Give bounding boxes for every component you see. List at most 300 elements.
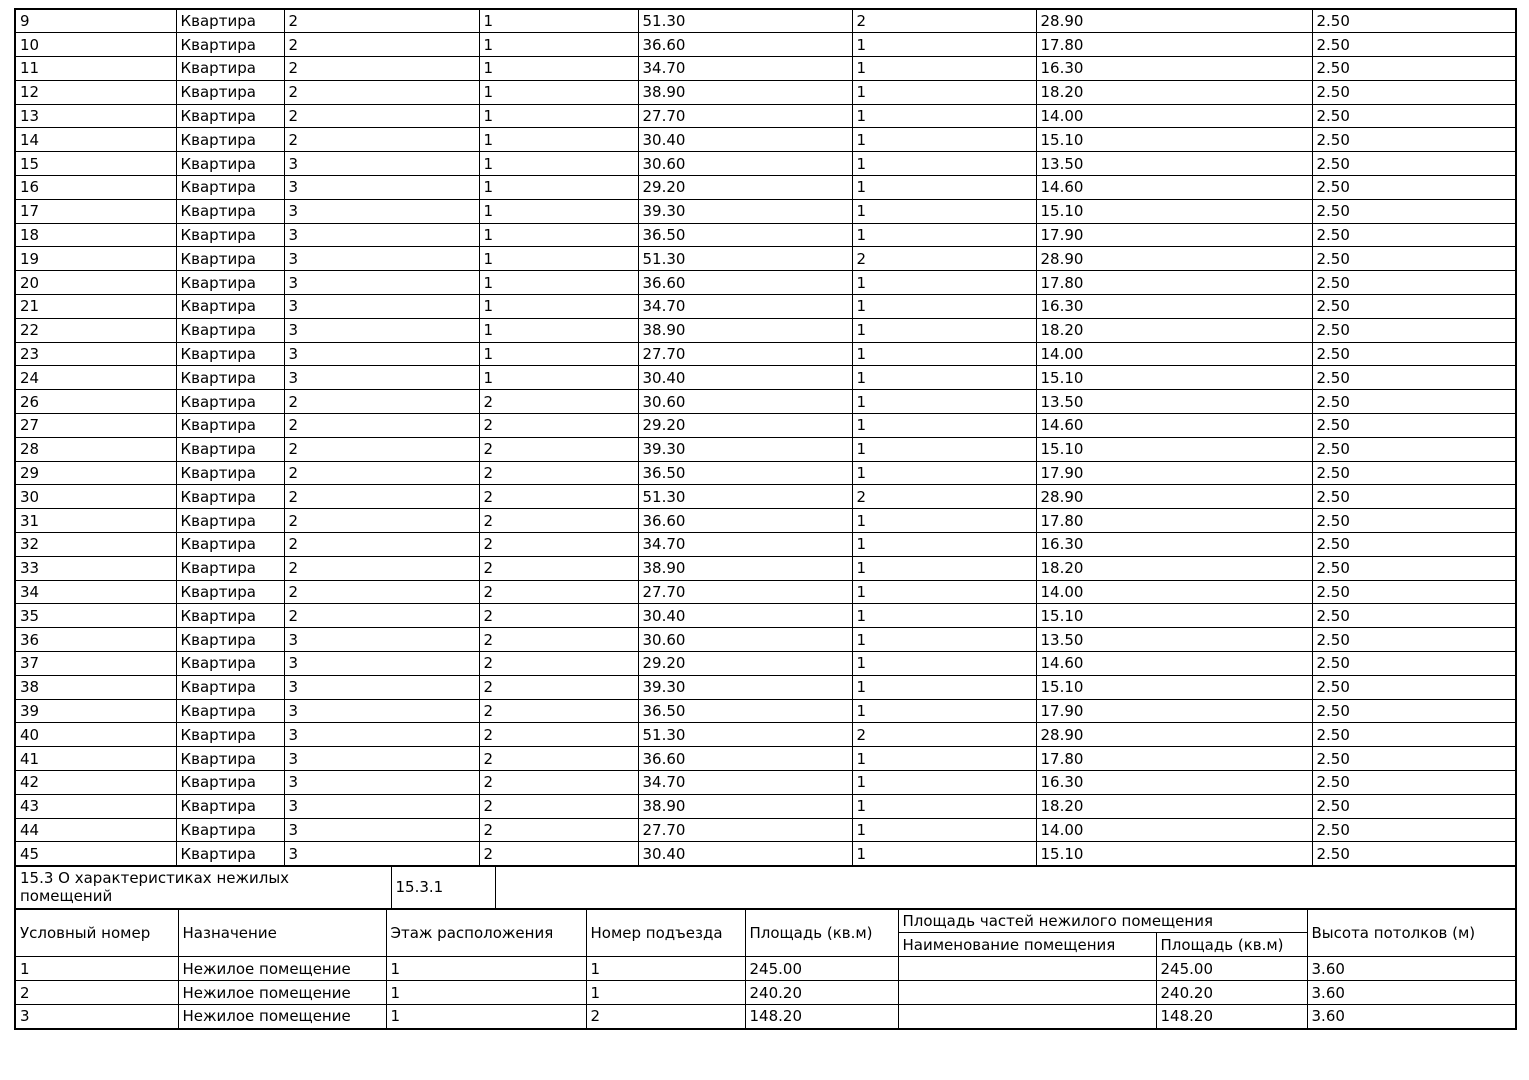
cell-ceiling-height: 2.50 [1312, 652, 1516, 676]
cell-rooms-count: 3 [284, 318, 479, 342]
cell-part-area: 14.00 [1036, 342, 1312, 366]
apartment-row [15, 390, 1516, 414]
cell-total-area: 39.30 [638, 199, 852, 223]
cell-ceiling-height: 2.50 [1312, 509, 1516, 533]
cell-floor-number: 2 [479, 509, 638, 533]
cell-ceiling-height: 2.50 [1312, 128, 1516, 152]
cell-floor-number: 2 [479, 533, 638, 557]
cell-rooms-count: 3 [284, 794, 479, 818]
apartment-row [15, 652, 1516, 676]
apartment-row [15, 461, 1516, 485]
cell-unit-number: 16 [15, 176, 176, 200]
cell-ceiling-height: 3.60 [1307, 981, 1516, 1005]
cell-floor-number: 2 [479, 628, 638, 652]
cell-ceiling-height: 2.50 [1312, 33, 1516, 57]
cell-ceiling-height: 2.50 [1312, 485, 1516, 509]
cell-total-area: 30.40 [638, 128, 852, 152]
cell-floor-number: 2 [479, 818, 638, 842]
cell-unit-number: 11 [15, 57, 176, 81]
cell-floor-number: 2 [479, 556, 638, 580]
cell-ceiling-height: 2.50 [1312, 342, 1516, 366]
section-title: 15.3 О характеристиках нежилых помещений [20, 869, 290, 906]
cell-total-area: 36.60 [638, 509, 852, 533]
cell-unit-number: 28 [15, 437, 176, 461]
cell-ceiling-height: 2.50 [1312, 152, 1516, 176]
cell-unit-number: 10 [15, 33, 176, 57]
cell-total-area: 29.20 [638, 176, 852, 200]
cell-unit-type: Квартира [176, 675, 284, 699]
cell-unit-type: Квартира [176, 580, 284, 604]
cell-floor-number: 1 [479, 247, 638, 271]
cell-part-area: 18.20 [1036, 794, 1312, 818]
cell-part-area: 15.10 [1036, 366, 1312, 390]
header-part-name: Наименование помещения [898, 933, 1156, 957]
apartment-row [15, 509, 1516, 533]
cell-ceiling-height: 2.50 [1312, 414, 1516, 438]
cell-part-area: 28.90 [1036, 723, 1312, 747]
cell-parts-count: 1 [852, 271, 1036, 295]
cell-part-area: 14.60 [1036, 414, 1312, 438]
cell-ceiling-height: 2.50 [1312, 223, 1516, 247]
cell-part-name [898, 981, 1156, 1005]
cell-total-area: 27.70 [638, 818, 852, 842]
cell-part-area: 28.90 [1036, 485, 1312, 509]
cell-unit-number: 45 [15, 842, 176, 866]
cell-rooms-count: 3 [284, 842, 479, 866]
apartment-row [15, 295, 1516, 319]
cell-rooms-count: 2 [284, 128, 479, 152]
cell-part-name [898, 957, 1156, 981]
cell-rooms-count: 3 [284, 247, 479, 271]
cell-total-area: 30.40 [638, 604, 852, 628]
cell-unit-number: 21 [15, 295, 176, 319]
cell-total-area: 38.90 [638, 318, 852, 342]
cell-part-area: 14.00 [1036, 104, 1312, 128]
cell-parts-count: 1 [852, 128, 1036, 152]
apartment-row [15, 747, 1516, 771]
cell-part-area: 14.60 [1036, 176, 1312, 200]
cell-part-area: 16.30 [1036, 533, 1312, 557]
cell-unit-type: Квартира [176, 199, 284, 223]
cell-total-area: 27.70 [638, 104, 852, 128]
cell-part-area: 13.50 [1036, 152, 1312, 176]
cell-rooms-count: 2 [284, 390, 479, 414]
cell-total-area: 36.50 [638, 223, 852, 247]
nonresidential-table-body [15, 957, 1516, 1029]
cell-part-area: 18.20 [1036, 318, 1312, 342]
header-ceiling-height: Высота потолков (м) [1307, 909, 1516, 957]
cell-ceiling-height: 2.50 [1312, 699, 1516, 723]
cell-unit-type: Квартира [176, 80, 284, 104]
cell-unit-number: 29 [15, 461, 176, 485]
cell-unit-number: 20 [15, 271, 176, 295]
cell-ceiling-height: 2.50 [1312, 390, 1516, 414]
cell-floor-number: 2 [479, 747, 638, 771]
cell-parts-count: 1 [852, 628, 1036, 652]
cell-rooms-count: 2 [284, 556, 479, 580]
cell-rooms-count: 3 [284, 176, 479, 200]
cell-unit-type: Квартира [176, 342, 284, 366]
cell-floor-number: 1 [479, 128, 638, 152]
header-purpose: Назначение [178, 909, 386, 957]
cell-part-area: 28.90 [1036, 9, 1312, 33]
cell-ceiling-height: 2.50 [1312, 818, 1516, 842]
cell-ceiling-height: 2.50 [1312, 747, 1516, 771]
cell-total-area: 34.70 [638, 295, 852, 319]
apartment-row [15, 366, 1516, 390]
cell-parts-count: 1 [852, 675, 1036, 699]
cell-ceiling-height: 2.50 [1312, 104, 1516, 128]
cell-total-area: 29.20 [638, 652, 852, 676]
cell-parts-count: 1 [852, 652, 1036, 676]
cell-total-area: 36.60 [638, 33, 852, 57]
cell-unit-type: Квартира [176, 533, 284, 557]
cell-parts-count: 1 [852, 295, 1036, 319]
cell-unit-type: Квартира [176, 723, 284, 747]
cell-rooms-count: 2 [284, 533, 479, 557]
cell-unit-type: Квартира [176, 437, 284, 461]
cell-total-area: 30.60 [638, 390, 852, 414]
cell-floor-number: 2 [479, 604, 638, 628]
cell-floor-number: 2 [479, 390, 638, 414]
cell-part-area: 13.50 [1036, 628, 1312, 652]
cell-rooms-count: 3 [284, 271, 479, 295]
cell-rooms-count: 2 [284, 9, 479, 33]
cell-parts-count: 1 [852, 33, 1036, 57]
cell-unit-number: 14 [15, 128, 176, 152]
cell-unit-number: 35 [15, 604, 176, 628]
cell-part-area: 13.50 [1036, 390, 1312, 414]
apartment-row [15, 723, 1516, 747]
cell-unit-number: 18 [15, 223, 176, 247]
cell-total-area: 30.60 [638, 152, 852, 176]
cell-parts-count: 1 [852, 318, 1036, 342]
apartment-row [15, 437, 1516, 461]
cell-part-area: 16.30 [1036, 295, 1312, 319]
cell-floor-number: 1 [479, 366, 638, 390]
apartment-row [15, 533, 1516, 557]
cell-floor-number: 1 [479, 9, 638, 33]
cell-total-area: 245.00 [745, 957, 898, 981]
cell-parts-count: 1 [852, 366, 1036, 390]
apartment-row [15, 9, 1516, 33]
cell-total-area: 148.20 [745, 1005, 898, 1029]
cell-parts-count: 1 [852, 414, 1036, 438]
cell-unit-number: 23 [15, 342, 176, 366]
cell-total-area: 36.60 [638, 747, 852, 771]
cell-rooms-count: 3 [284, 295, 479, 319]
cell-unit-type: Квартира [176, 176, 284, 200]
cell-parts-count: 2 [852, 723, 1036, 747]
cell-ceiling-height: 2.50 [1312, 57, 1516, 81]
cell-rooms-count: 2 [284, 33, 479, 57]
apartment-row [15, 628, 1516, 652]
cell-parts-count: 1 [852, 556, 1036, 580]
cell-floor-number: 2 [479, 771, 638, 795]
cell-ceiling-height: 2.50 [1312, 80, 1516, 104]
apartment-row [15, 80, 1516, 104]
apartment-row [15, 223, 1516, 247]
cell-part-area: 15.10 [1036, 675, 1312, 699]
apartment-row [15, 556, 1516, 580]
cell-parts-count: 1 [852, 199, 1036, 223]
cell-floor-number: 1 [386, 957, 586, 981]
cell-floor-number: 2 [479, 723, 638, 747]
cell-floor-number: 1 [479, 199, 638, 223]
cell-unit-type: Квартира [176, 794, 284, 818]
cell-unit-type: Квартира [176, 414, 284, 438]
cell-rooms-count: 2 [284, 80, 479, 104]
cell-purpose: Нежилое помещение [178, 1005, 386, 1029]
cell-parts-count: 1 [852, 437, 1036, 461]
cell-part-area: 15.10 [1036, 842, 1312, 866]
cell-unit-type: Квартира [176, 390, 284, 414]
cell-parts-count: 1 [852, 747, 1036, 771]
cell-part-area: 15.10 [1036, 199, 1312, 223]
cell-ceiling-height: 2.50 [1312, 723, 1516, 747]
cell-parts-count: 1 [852, 533, 1036, 557]
cell-entrance-number: 1 [586, 981, 745, 1005]
cell-parts-count: 1 [852, 771, 1036, 795]
cell-part-area: 15.10 [1036, 604, 1312, 628]
cell-total-area: 30.60 [638, 628, 852, 652]
cell-floor-number: 2 [479, 485, 638, 509]
cell-rooms-count: 3 [284, 652, 479, 676]
section-row-table [14, 865, 1517, 910]
cell-parts-count: 1 [852, 699, 1036, 723]
cell-unit-type: Квартира [176, 771, 284, 795]
cell-parts-count: 2 [852, 485, 1036, 509]
apartments-table-body [15, 9, 1516, 866]
cell-unit-number: 33 [15, 556, 176, 580]
cell-parts-count: 1 [852, 461, 1036, 485]
cell-floor-number: 2 [479, 580, 638, 604]
cell-unit-type: Квартира [176, 461, 284, 485]
cell-rooms-count: 2 [284, 485, 479, 509]
section-empty-cell [495, 866, 1516, 909]
header-part-area: Площадь (кв.м) [1156, 933, 1307, 957]
cell-ceiling-height: 2.50 [1312, 675, 1516, 699]
cell-part-area: 17.80 [1036, 747, 1312, 771]
cell-total-area: 34.70 [638, 533, 852, 557]
apartment-row [15, 152, 1516, 176]
nonresidential-table [14, 908, 1517, 1030]
cell-unit-number: 40 [15, 723, 176, 747]
cell-unit-type: Квартира [176, 152, 284, 176]
cell-unit-type: Квартира [176, 295, 284, 319]
cell-part-area: 16.30 [1036, 57, 1312, 81]
cell-floor-number: 2 [479, 842, 638, 866]
cell-total-area: 240.20 [745, 981, 898, 1005]
cell-unit-number: 42 [15, 771, 176, 795]
cell-unit-type: Квартира [176, 652, 284, 676]
cell-rooms-count: 3 [284, 699, 479, 723]
cell-rooms-count: 2 [284, 104, 479, 128]
nonresidential-table-header [15, 909, 1516, 957]
cell-ceiling-height: 2.50 [1312, 580, 1516, 604]
header-floor: Этаж расположения [386, 909, 586, 957]
cell-total-area: 39.30 [638, 437, 852, 461]
cell-ceiling-height: 2.50 [1312, 556, 1516, 580]
cell-unit-type: Квартира [176, 818, 284, 842]
cell-floor-number: 1 [479, 33, 638, 57]
cell-parts-count: 2 [852, 9, 1036, 33]
cell-unit-type: Квартира [176, 485, 284, 509]
apartment-row [15, 33, 1516, 57]
cell-rooms-count: 3 [284, 747, 479, 771]
cell-parts-count: 1 [852, 57, 1036, 81]
cell-total-area: 34.70 [638, 57, 852, 81]
cell-part-area: 240.20 [1156, 981, 1307, 1005]
cell-part-area: 17.80 [1036, 33, 1312, 57]
cell-part-area: 17.80 [1036, 509, 1312, 533]
cell-unit-number: 2 [15, 981, 178, 1005]
cell-unit-type: Квартира [176, 33, 284, 57]
cell-unit-type: Квартира [176, 604, 284, 628]
cell-part-area: 148.20 [1156, 1005, 1307, 1029]
header-entrance: Номер подъезда [586, 909, 745, 957]
cell-unit-number: 32 [15, 533, 176, 557]
cell-part-name [898, 1005, 1156, 1029]
cell-total-area: 38.90 [638, 794, 852, 818]
cell-purpose: Нежилое помещение [178, 981, 386, 1005]
cell-rooms-count: 2 [284, 414, 479, 438]
apartment-row [15, 57, 1516, 81]
cell-rooms-count: 3 [284, 152, 479, 176]
cell-ceiling-height: 3.60 [1307, 957, 1516, 981]
cell-rooms-count: 2 [284, 57, 479, 81]
cell-floor-number: 1 [479, 295, 638, 319]
apartment-row [15, 675, 1516, 699]
cell-floor-number: 2 [479, 437, 638, 461]
cell-floor-number: 2 [479, 699, 638, 723]
cell-rooms-count: 3 [284, 199, 479, 223]
cell-total-area: 38.90 [638, 80, 852, 104]
cell-floor-number: 1 [479, 271, 638, 295]
apartment-row [15, 104, 1516, 128]
cell-part-area: 14.00 [1036, 818, 1312, 842]
nonres-header-row-1 [15, 909, 1516, 933]
cell-unit-number: 31 [15, 509, 176, 533]
apartments-table [14, 8, 1517, 867]
cell-total-area: 30.40 [638, 366, 852, 390]
nonresidential-row [15, 1005, 1516, 1029]
cell-ceiling-height: 2.50 [1312, 247, 1516, 271]
cell-unit-number: 12 [15, 80, 176, 104]
cell-ceiling-height: 2.50 [1312, 628, 1516, 652]
cell-unit-number: 27 [15, 414, 176, 438]
section-title-cell [15, 866, 391, 909]
cell-ceiling-height: 2.50 [1312, 366, 1516, 390]
cell-unit-type: Квартира [176, 271, 284, 295]
cell-unit-type: Квартира [176, 628, 284, 652]
apartment-row [15, 128, 1516, 152]
cell-unit-type: Квартира [176, 128, 284, 152]
cell-floor-number: 1 [479, 80, 638, 104]
cell-rooms-count: 2 [284, 604, 479, 628]
cell-parts-count: 1 [852, 80, 1036, 104]
cell-rooms-count: 3 [284, 771, 479, 795]
cell-part-area: 245.00 [1156, 957, 1307, 981]
cell-part-area: 14.60 [1036, 652, 1312, 676]
cell-ceiling-height: 2.50 [1312, 318, 1516, 342]
section-row [15, 866, 1516, 909]
apartment-row [15, 414, 1516, 438]
apartment-row [15, 580, 1516, 604]
cell-total-area: 27.70 [638, 580, 852, 604]
cell-total-area: 27.70 [638, 342, 852, 366]
cell-total-area: 38.90 [638, 556, 852, 580]
cell-floor-number: 2 [479, 794, 638, 818]
cell-total-area: 30.40 [638, 842, 852, 866]
cell-total-area: 51.30 [638, 247, 852, 271]
cell-floor-number: 2 [479, 652, 638, 676]
cell-parts-count: 1 [852, 842, 1036, 866]
apartment-row [15, 271, 1516, 295]
cell-entrance-number: 2 [586, 1005, 745, 1029]
cell-unit-type: Квартира [176, 509, 284, 533]
cell-ceiling-height: 2.50 [1312, 794, 1516, 818]
cell-part-area: 17.90 [1036, 461, 1312, 485]
cell-floor-number: 1 [479, 152, 638, 176]
cell-unit-number: 1 [15, 957, 178, 981]
cell-floor-number: 2 [479, 414, 638, 438]
cell-rooms-count: 2 [284, 461, 479, 485]
apartment-row [15, 199, 1516, 223]
cell-parts-count: 1 [852, 342, 1036, 366]
nonresidential-row [15, 957, 1516, 981]
apartment-row [15, 342, 1516, 366]
header-parts-group: Площадь частей нежилого помещения [898, 909, 1307, 933]
cell-part-area: 18.20 [1036, 80, 1312, 104]
cell-ceiling-height: 2.50 [1312, 771, 1516, 795]
cell-part-area: 14.00 [1036, 580, 1312, 604]
cell-rooms-count: 3 [284, 366, 479, 390]
cell-parts-count: 1 [852, 176, 1036, 200]
header-area: Площадь (кв.м) [745, 909, 898, 957]
cell-unit-number: 15 [15, 152, 176, 176]
cell-rooms-count: 2 [284, 437, 479, 461]
cell-unit-number: 41 [15, 747, 176, 771]
cell-unit-number: 34 [15, 580, 176, 604]
cell-rooms-count: 2 [284, 509, 479, 533]
cell-parts-count: 1 [852, 794, 1036, 818]
cell-unit-number: 19 [15, 247, 176, 271]
cell-unit-number: 30 [15, 485, 176, 509]
cell-unit-type: Квартира [176, 318, 284, 342]
cell-rooms-count: 3 [284, 675, 479, 699]
cell-unit-number: 39 [15, 699, 176, 723]
cell-floor-number: 1 [479, 104, 638, 128]
nonresidential-row [15, 981, 1516, 1005]
apartment-row [15, 485, 1516, 509]
apartment-row [15, 818, 1516, 842]
cell-unit-number: 36 [15, 628, 176, 652]
cell-unit-type: Квартира [176, 223, 284, 247]
cell-unit-number: 3 [15, 1005, 178, 1029]
cell-floor-number: 1 [386, 1005, 586, 1029]
cell-unit-type: Квартира [176, 366, 284, 390]
apartment-row [15, 794, 1516, 818]
cell-total-area: 39.30 [638, 675, 852, 699]
cell-unit-type: Квартира [176, 699, 284, 723]
cell-unit-number: 22 [15, 318, 176, 342]
cell-ceiling-height: 2.50 [1312, 199, 1516, 223]
cell-unit-number: 24 [15, 366, 176, 390]
cell-unit-number: 26 [15, 390, 176, 414]
cell-floor-number: 1 [479, 57, 638, 81]
apartment-row [15, 699, 1516, 723]
